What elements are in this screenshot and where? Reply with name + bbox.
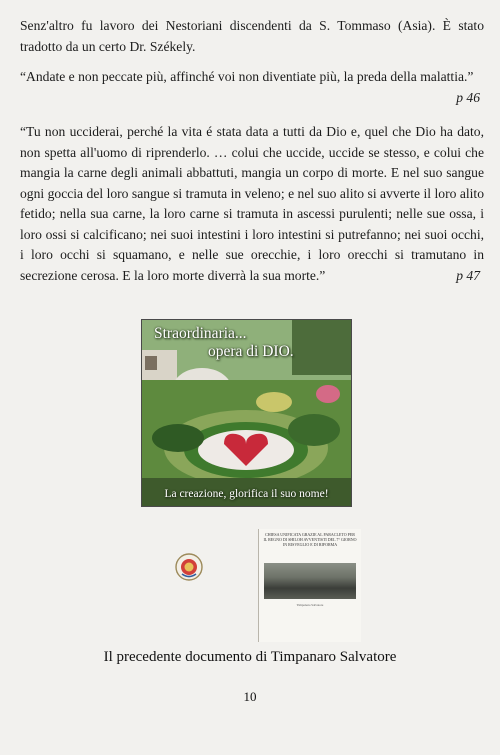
document-cover-heading: CHIESA UNIFICATA GRAZIE AL PARACLETO PER IL REGNO DI SHILOH AVVENTISTI DEL 7° GIORNO IN RISVEGLIO E DI RIFORMA	[263, 532, 357, 547]
document-caption: Il precedente documento di Timpanaro Salvatore	[103, 649, 397, 665]
page-reference: p 46	[456, 89, 480, 105]
page-number: 10	[243, 689, 257, 704]
quote-p47	[20, 122, 484, 286]
paragraph-nestoriani	[20, 16, 484, 57]
church-seal-icon	[174, 552, 204, 582]
image-caption: La creazione, glorifica il suo nome!	[164, 488, 329, 500]
group-photo	[264, 563, 356, 599]
garden-photo	[141, 319, 352, 507]
document-cover	[258, 529, 361, 642]
quote-text: “Andate e non peccate più, affinché voi non diventiate più, la preda della malattia.”	[20, 69, 474, 84]
quote-text: “Tu non ucciderai, perché la vita é stata data a tutti da Dio e, quel che Dio ha dato, non spetta all'uomo di riprenderlo. … colui che uccide, uccide se stesso, e colui che mangia la carne degli animali abbattuti, mangia un corpo di morte. E nel suo sangue ogni goccia del loro sangue si tramuta in veleno; e nel suo alito si avverte il loro alito fetido; nella sua carne, la loro carne si tramuta in ascessi purulenti; nelle sue ossa, i loro ossi si calcificano; nei suoi intestini i loro intestini si putrefanno; nei suoi occhi, i loro occhi si squamano, e nelle sue orecchie, i loro orecchi si tramutano in secrezione cerosa. E la loro morte diverrà la sua morte.”	[20, 124, 484, 283]
image-title-line1: Straordinaria...	[154, 325, 247, 342]
page-reference: p 47	[456, 267, 480, 283]
image-title-line2: opera di DIO.	[208, 343, 294, 360]
document-cover-footer: Timpanaro Salvatore	[296, 603, 324, 607]
quote-p46	[20, 67, 484, 108]
image-title	[154, 325, 294, 361]
paragraph-text: Senz'altro fu lavoro dei Nestoriani discendenti da S. Tommaso (Asia). È stato tradotto da un certo Dr. Székely.	[20, 18, 484, 54]
